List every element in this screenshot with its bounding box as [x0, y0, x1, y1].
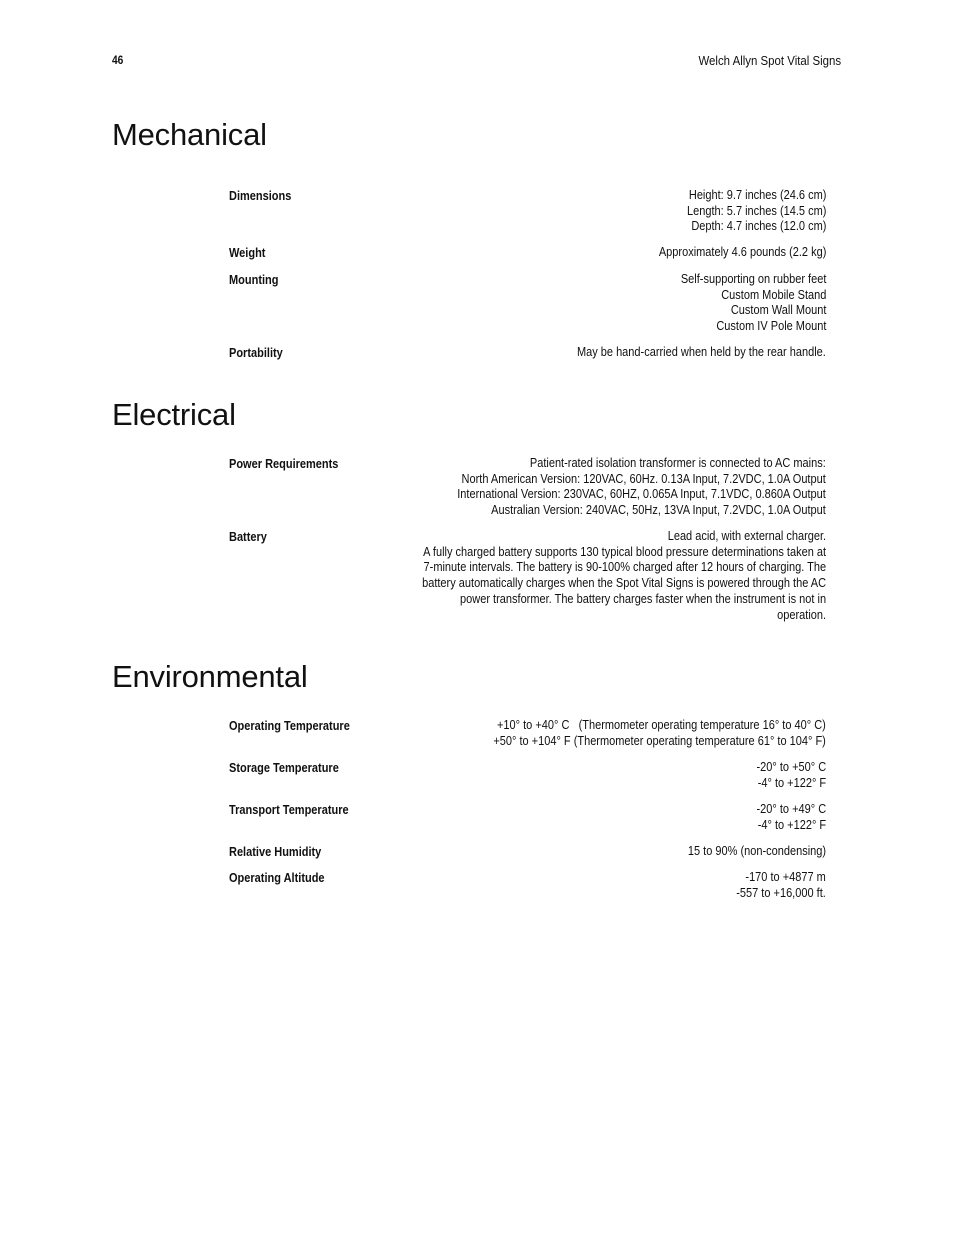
spec-value-line: -20° to +49° C [756, 802, 826, 816]
spec-value-line: -557 to +16,000 ft. [736, 885, 826, 900]
spec-label: Mounting [229, 273, 279, 287]
spec-value-line: Patient-rated isolation transformer is connected to AC mains: [530, 456, 826, 470]
spec-label: Operating Altitude [229, 871, 325, 885]
spec-value-line: -20° to +50° C [756, 760, 826, 774]
spec-value-line: Self-supporting on rubber feet [680, 272, 826, 286]
spec-label: Operating Temperature [229, 719, 350, 733]
spec-value-line: International Version: 230VAC, 60HZ, 0.065A Input, 7.1VDC, 0.860A Output [457, 487, 826, 502]
spec-value-line: Approximately 4.6 pounds (2.2 kg) [658, 245, 826, 259]
spec-value-line: Australian Version: 240VAC, 50Hz, 13VA Input, 7.2VDC, 1.0A Output [491, 503, 826, 518]
spec-value [756, 760, 826, 791]
spec-value-line: A fully charged battery supports 130 typical blood pressure determinations taken at [423, 544, 826, 559]
spec-value-line: Custom Wall Mount [730, 303, 826, 318]
spec-value-line: Depth: 4.7 inches (12.0 cm) [690, 219, 826, 234]
spec-value [658, 245, 826, 261]
spec-value-line: Lead acid, with external charger. [667, 529, 826, 543]
section-title-electrical: Electrical [112, 397, 236, 432]
spec-label: Relative Humidity [229, 845, 322, 859]
spec-value-line: Height: 9.7 inches (24.6 cm) [688, 188, 826, 202]
spec-label: Weight [229, 246, 266, 260]
spec-value-line: -170 to +4877 m [745, 870, 826, 884]
spec-value-line: May be hand-carried when held by the rear handle. [577, 345, 826, 359]
spec-value [687, 188, 826, 235]
spec-label: Storage Temperature [229, 761, 339, 775]
spec-value [577, 345, 826, 361]
spec-value [422, 529, 826, 623]
spec-label: Transport Temperature [229, 803, 349, 817]
spec-value [756, 802, 826, 833]
spec-label: Portability [229, 346, 283, 360]
spec-value-line: North American Version: 120VAC, 60Hz. 0.13A Input, 7.2VDC, 1.0A Output [461, 471, 826, 486]
spec-value-line: 7-minute intervals. The battery is 90-100% charged after 12 hours of charging. The [423, 560, 826, 575]
spec-label: Power Requirements [229, 457, 339, 471]
spec-value [688, 844, 826, 860]
spec-value [736, 870, 826, 901]
spec-value-line: operation. [777, 607, 826, 622]
spec-value-line: +50° to +104° F (Thermometer operating temperature 61° to 104° F) [493, 733, 826, 748]
section-title-environmental: Environmental [112, 659, 308, 694]
spec-value-line: +10° to +40° C (Thermometer operating temperature 16° to 40° C) [497, 718, 826, 732]
spec-value-line: 15 to 90% (non-condensing) [687, 844, 826, 858]
spec-value [680, 272, 826, 335]
spec-value-line: -4° to +122° F [757, 817, 826, 832]
spec-value [494, 718, 826, 749]
spec-value-line: Custom IV Pole Mount [715, 319, 826, 334]
spec-value-line: battery automatically charges when the Spot Vital Signs is powered through the AC [422, 576, 826, 591]
spec-label: Dimensions [229, 189, 292, 203]
page-number: 46 [112, 53, 124, 67]
spec-value-line: Length: 5.7 inches (14.5 cm) [686, 203, 826, 218]
spec-value-line: -4° to +122° F [757, 775, 826, 790]
spec-label: Battery [229, 530, 267, 544]
spec-value-line: power transformer. The battery charges faster when the instrument is not in [459, 591, 826, 606]
spec-value [457, 456, 826, 519]
running-header: Welch Allyn Spot Vital Signs [698, 53, 841, 68]
section-title-mechanical: Mechanical [112, 117, 267, 152]
spec-value-line: Custom Mobile Stand [720, 287, 826, 302]
